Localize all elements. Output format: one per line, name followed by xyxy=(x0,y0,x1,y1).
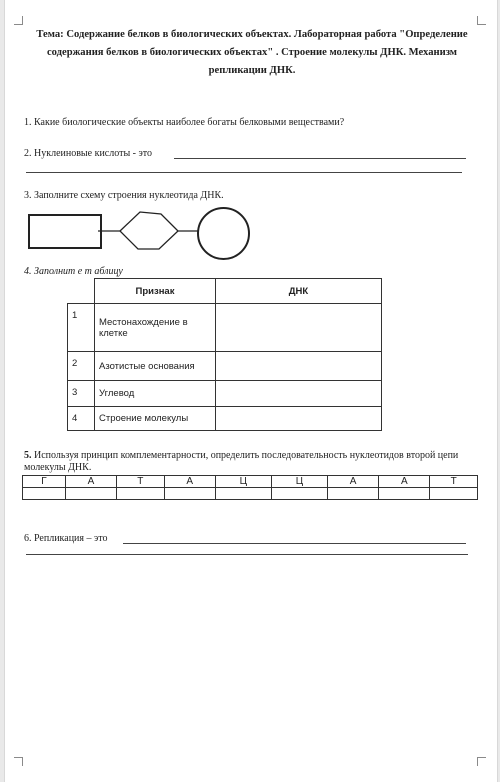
answer-line xyxy=(123,543,466,544)
question-1: 1. Какие биологические объекты наиболее богаты белковыми веществами? xyxy=(24,117,345,128)
answer-nucleotide-cell[interactable] xyxy=(328,488,379,500)
table-row xyxy=(68,381,382,407)
question-4: 4. Заполнит е т аблицу xyxy=(24,266,123,277)
header-dna: ДНК xyxy=(216,279,382,304)
nucleotide-cell: А xyxy=(65,476,116,488)
base-circle-shape xyxy=(197,207,250,260)
answer-line xyxy=(26,554,468,555)
question-6: 6. Репликация – это xyxy=(24,533,108,544)
dna-chain-table xyxy=(22,475,478,500)
question-5-text: Используя принцип комплементарности, определить последовательность нуклеотидов второй цепи молекулы ДНК. xyxy=(24,450,459,473)
given-chain-row xyxy=(23,476,478,488)
answer-nucleotide-cell[interactable] xyxy=(379,488,430,500)
page-corner-mark xyxy=(477,757,486,766)
question-3: 3. Заполните схему строения нуклеотида ДНК. xyxy=(24,190,224,201)
row-number: 1 xyxy=(68,304,95,352)
nucleotide-cell: А xyxy=(379,476,430,488)
answer-cell[interactable] xyxy=(216,304,382,352)
answer-cell[interactable] xyxy=(216,407,382,431)
answer-chain-row xyxy=(23,488,478,500)
table-header-row xyxy=(68,279,382,304)
row-feature: Азотистые основания xyxy=(95,352,216,381)
row-number: 3 xyxy=(68,381,95,407)
row-feature: Строение молекулы xyxy=(95,407,216,431)
answer-nucleotide-cell[interactable] xyxy=(23,488,66,500)
nucleotide-cell: Ц xyxy=(271,476,327,488)
nucleotide-cell: Ц xyxy=(215,476,271,488)
row-feature: Углевод xyxy=(95,381,216,407)
answer-nucleotide-cell[interactable] xyxy=(65,488,116,500)
answer-nucleotide-cell[interactable] xyxy=(430,488,478,500)
phosphate-rectangle-shape xyxy=(28,214,102,249)
answer-line xyxy=(26,172,462,173)
row-feature: Местонахождение в клетке xyxy=(95,304,216,352)
header-feature: Признак xyxy=(95,279,216,304)
row-number: 2 xyxy=(68,352,95,381)
nucleotide-cell: Г xyxy=(23,476,66,488)
answer-line xyxy=(174,158,466,159)
nucleotide-cell: Т xyxy=(117,476,164,488)
table-corner-cell xyxy=(68,279,95,304)
page-corner-mark xyxy=(14,16,23,25)
answer-nucleotide-cell[interactable] xyxy=(271,488,327,500)
answer-nucleotide-cell[interactable] xyxy=(117,488,164,500)
answer-cell[interactable] xyxy=(216,381,382,407)
table-row xyxy=(68,407,382,431)
question-2: 2. Нуклеиновые кислоты - это xyxy=(24,148,153,159)
answer-nucleotide-cell[interactable] xyxy=(164,488,215,500)
nucleotide-cell: Т xyxy=(430,476,478,488)
nucleotide-cell: А xyxy=(164,476,215,488)
page-corner-mark xyxy=(14,757,23,766)
table-row xyxy=(68,304,382,352)
dna-properties-table xyxy=(67,278,382,431)
row-number: 4 xyxy=(68,407,95,431)
answer-cell[interactable] xyxy=(216,352,382,381)
nucleotide-cell: А xyxy=(328,476,379,488)
sugar-pentagon-shape xyxy=(98,202,200,262)
table-row xyxy=(68,352,382,381)
question-5 xyxy=(24,450,474,474)
question-5-number: 5. xyxy=(24,450,32,461)
answer-nucleotide-cell[interactable] xyxy=(215,488,271,500)
page-corner-mark xyxy=(477,16,486,25)
document-title: Тема: Содержание белков в биологических объектах. Лабораторная работа "Определение содержания белков в биологических объектах" . Строение молекулы ДНК. Механизм репликации ДНК. xyxy=(36,29,468,76)
